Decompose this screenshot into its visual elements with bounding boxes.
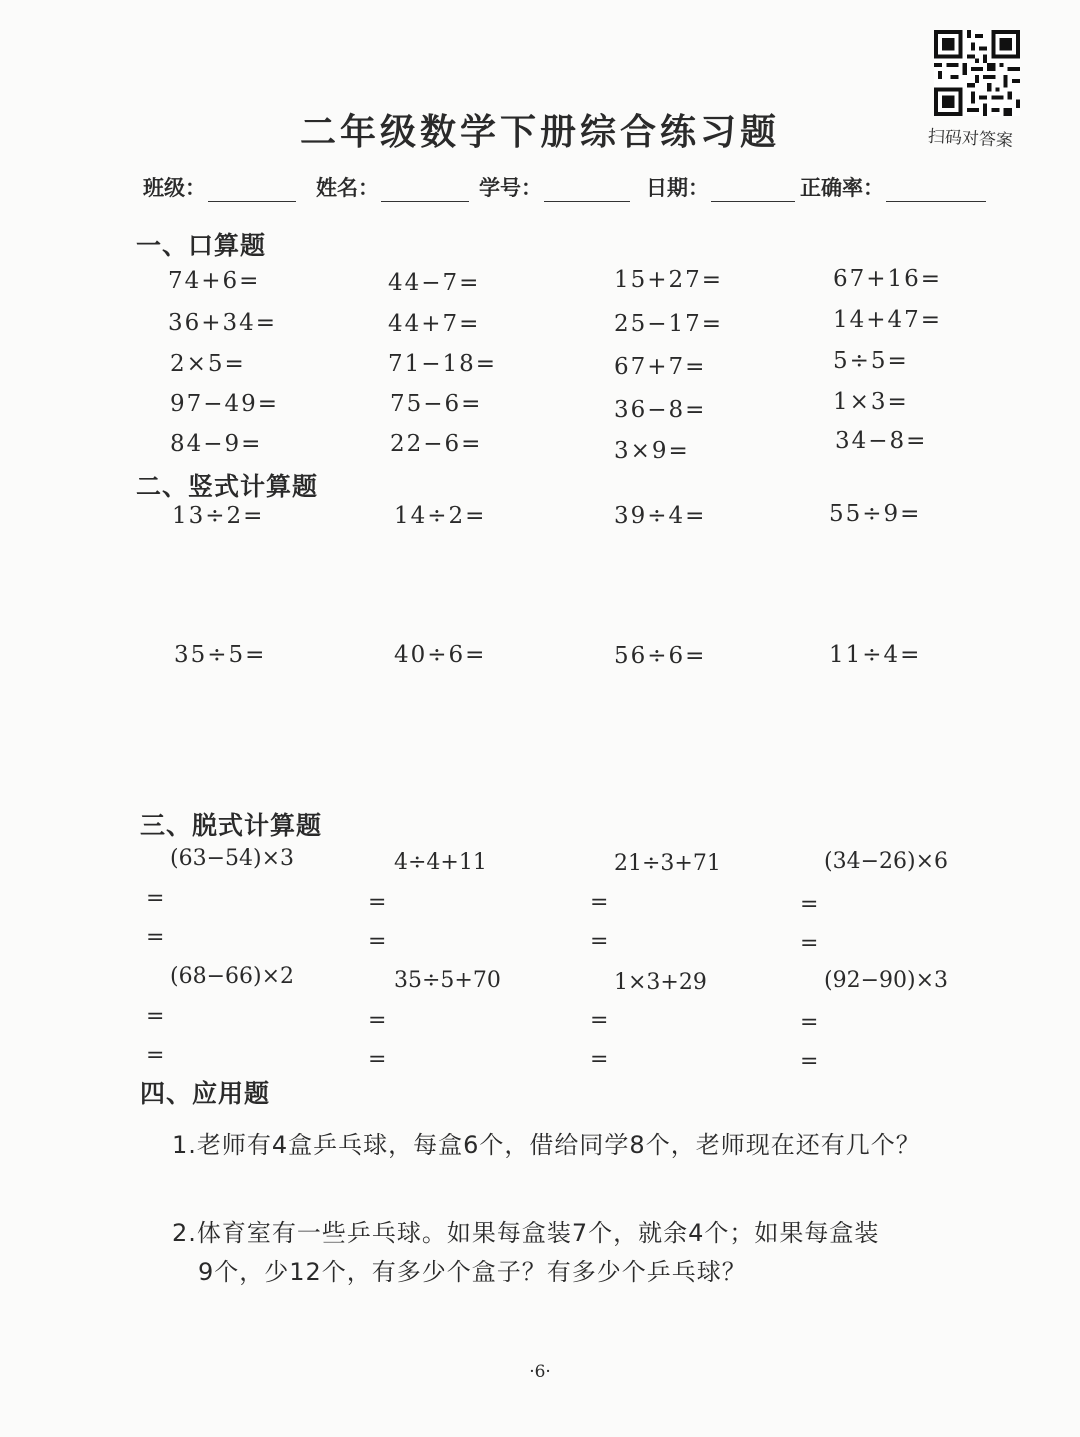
equals-sign: = bbox=[146, 925, 165, 950]
page-number: ·6· bbox=[529, 1362, 551, 1382]
oral-problem: 75−6= bbox=[390, 391, 483, 417]
oral-problem: 44−7= bbox=[388, 270, 481, 296]
oral-problem: 74+6= bbox=[168, 268, 261, 294]
section-heading-word-problems: 四、应用题 bbox=[140, 1079, 271, 1108]
vertical-problem: 39÷4= bbox=[614, 503, 707, 529]
stepwise-problem: (34−26)×6 bbox=[824, 849, 949, 874]
oral-problem: 34−8= bbox=[835, 428, 928, 454]
equals-sign: = bbox=[146, 1004, 165, 1029]
accuracy-blank[interactable] bbox=[886, 179, 986, 202]
page-title: 二年级数学下册综合练习题 bbox=[299, 112, 780, 153]
class-blank[interactable] bbox=[208, 179, 296, 202]
vertical-problem: 13÷2= bbox=[172, 503, 265, 529]
oral-problem: 1×3= bbox=[833, 389, 909, 415]
section-heading-oral: 一、口算题 bbox=[136, 231, 267, 260]
vertical-problem: 55÷9= bbox=[829, 501, 922, 527]
equals-sign: = bbox=[800, 931, 819, 956]
oral-problem: 3×9= bbox=[614, 438, 690, 464]
word-problem-2-line-2: 9个，少12个，有多少个盒子？有多少个乒乓球？ bbox=[198, 1258, 747, 1286]
stepwise-problem: 1×3+29 bbox=[614, 970, 707, 995]
oral-problem: 97−49= bbox=[170, 391, 280, 417]
equals-sign: = bbox=[146, 886, 165, 911]
equals-sign: = bbox=[146, 1043, 165, 1068]
equals-sign: = bbox=[800, 1010, 819, 1035]
stepwise-problem: 4÷4+11 bbox=[394, 850, 487, 875]
accuracy-field[interactable]: 正确率： bbox=[800, 172, 986, 202]
oral-problem: 22−6= bbox=[390, 431, 483, 457]
date-field[interactable]: 日期： bbox=[646, 172, 795, 202]
section-heading-vertical: 二、竖式计算题 bbox=[136, 472, 319, 501]
oral-problem: 84−9= bbox=[170, 431, 263, 457]
vertical-problem: 56÷6= bbox=[614, 643, 707, 669]
word-problem-1: 1.老师有4盒乒乓球，每盒6个，借给同学8个，老师现在还有几个？ bbox=[172, 1131, 921, 1159]
qr-caption: 扫码对答案 bbox=[927, 126, 1014, 152]
equals-sign: = bbox=[590, 929, 609, 954]
equals-sign: = bbox=[368, 890, 387, 915]
word-problem-2-line-1: 2.体育室有一些乒乓球。如果每盒装7个，就余4个；如果每盒装 bbox=[172, 1219, 880, 1247]
oral-problem: 25−17= bbox=[614, 311, 724, 337]
stepwise-problem: (63−54)×3 bbox=[170, 846, 295, 871]
equals-sign: = bbox=[590, 1047, 609, 1072]
oral-problem: 44+7= bbox=[388, 311, 481, 337]
vertical-problem: 40÷6= bbox=[394, 642, 487, 668]
oral-problem: 67+7= bbox=[614, 354, 707, 380]
equals-sign: = bbox=[590, 1008, 609, 1033]
student-number-field[interactable]: 学号： bbox=[479, 172, 630, 202]
oral-problem: 36+34= bbox=[168, 310, 278, 336]
oral-problem: 14+47= bbox=[833, 307, 943, 333]
section-heading-stepwise: 三、脱式计算题 bbox=[140, 811, 323, 840]
equals-sign: = bbox=[368, 1047, 387, 1072]
student-number-blank[interactable] bbox=[544, 179, 630, 202]
oral-problem: 67+16= bbox=[833, 266, 943, 292]
equals-sign: = bbox=[368, 1008, 387, 1033]
stepwise-problem: (92−90)×3 bbox=[824, 968, 949, 993]
equals-sign: = bbox=[800, 892, 819, 917]
name-blank[interactable] bbox=[381, 179, 469, 202]
qr-code-icon[interactable] bbox=[934, 30, 1020, 116]
date-blank[interactable] bbox=[711, 179, 795, 202]
name-field[interactable]: 姓名： bbox=[316, 172, 469, 202]
vertical-problem: 11÷4= bbox=[829, 642, 922, 668]
equals-sign: = bbox=[800, 1049, 819, 1074]
class-field[interactable]: 班级： bbox=[143, 172, 296, 202]
vertical-problem: 14÷2= bbox=[394, 503, 487, 529]
oral-problem: 2×5= bbox=[170, 351, 246, 377]
vertical-problem: 35÷5= bbox=[174, 642, 267, 668]
equals-sign: = bbox=[368, 929, 387, 954]
oral-problem: 5÷5= bbox=[833, 348, 909, 374]
stepwise-problem: 21÷3+71 bbox=[614, 851, 721, 876]
stepwise-problem: 35÷5+70 bbox=[394, 968, 501, 993]
oral-problem: 15+27= bbox=[614, 267, 724, 293]
equals-sign: = bbox=[590, 890, 609, 915]
oral-problem: 36−8= bbox=[614, 397, 707, 423]
oral-problem: 71−18= bbox=[388, 351, 498, 377]
stepwise-problem: (68−66)×2 bbox=[170, 964, 295, 989]
